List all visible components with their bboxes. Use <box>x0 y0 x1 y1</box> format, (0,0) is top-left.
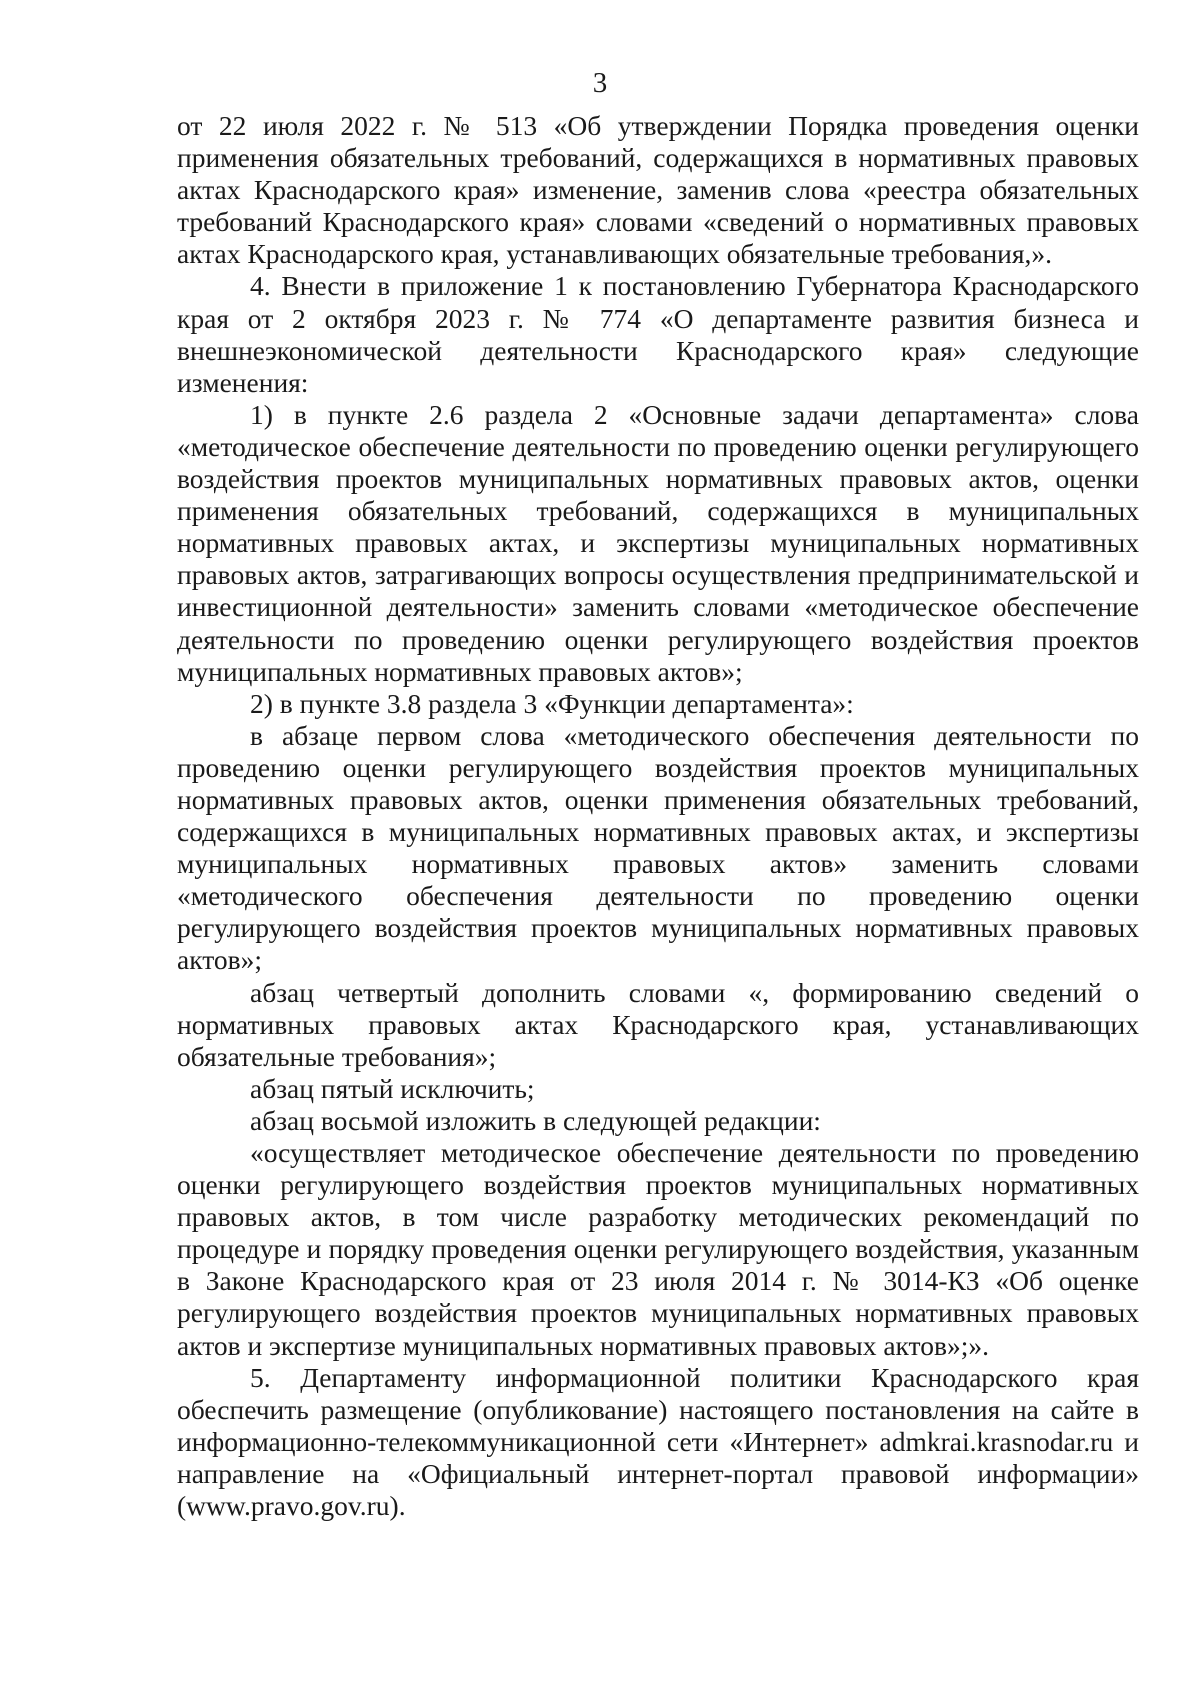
paragraph-fourth-abzac: абзац четвертый дополнить словами «, формированию сведений о нормативных правовых актах Краснодарского края, устанавливающих обязательные требования»; <box>177 976 1139 1072</box>
paragraph-subitem-2: 2) в пункте 3.8 раздела 3 «Функции департамента»: <box>250 687 854 719</box>
paragraph-eighth-abzac-text: «осуществляет методическое обеспечение деятельности по проведению оценки регулирующего воздействия проектов муниципальных нормативных правовых актов, в том числе разработку методических рекомендаций по процедуре и порядку проведения оценки регулирующего воздействия, указанным в Законе Краснодарского края от 23 июля 2014 г. № 3014-КЗ «Об оценке регулирующего воздействия проектов муниципальных нормативных правовых актов и экспертизе муниципальных нормативных правовых актов»;». <box>177 1137 1139 1361</box>
paragraph-subitem-1: 1) в пункте 2.6 раздела 2 «Основные задачи департамента» слова «методическое обеспечение деятельности по проведению оценки регулирующего воздействия проектов муниципальных нормативных правовых актов, оценки применения обязательных требований, содержащихся в муниципальных нормативных правовых актах, и экспертизы муниципальных нормативных правовых актов, затрагивающих вопросы осуществления предпринимательской и инвестиционной деятельности» заменить словами «методическое обеспечение деятельности по проведению оценки регулирующего воздействия проектов муниципальных нормативных правовых актов»; <box>177 398 1139 687</box>
paragraph-item-4: 4. Внести в приложение 1 к постановлению Губернатора Краснодарского края от 2 октября 2023 г. № 774 «О департаменте развития бизнеса и внешнеэкономической деятельности Краснодарского края» следующие изменения: <box>177 270 1139 398</box>
paragraph-fifth-abzac: абзац пятый исключить; <box>250 1072 535 1104</box>
paragraph-item-5: 5. Департаменту информационной политики Краснодарского края обеспечить размещение (опубликование) настоящего постановления на сайте в информационно-телекоммуникационной сети «Интернет» admkrai.krasnodar.ru и направление на «Официальный интернет-портал правовой информации» (www.pravo.gov.ru). <box>177 1361 1139 1522</box>
document-body <box>177 110 1139 1522</box>
paragraph-continuation: от 22 июля 2022 г. № 513 «Об утверждении Порядка проведения оценки применения обязательных требований, содержащихся в нормативных правовых актах Краснодарского края» изменение, заменив слова «реестра обязательных требований Краснодарского края» словами «сведений о нормативных правовых актах Краснодарского края, устанавливающих обязательные требования,». <box>177 110 1139 270</box>
page-number: 3 <box>592 67 608 99</box>
paragraph-first-abzac: в абзаце первом слова «методического обеспечения деятельности по проведению оценки регулирующего воздействия проектов муниципальных нормативных правовых актов, оценки применения обязательных требований, содержащихся в муниципальных нормативных правовых актах, и экспертизы муниципальных нормативных правовых актов» заменить словами «методического обеспечения деятельности по проведению оценки регулирующего воздействия проектов муниципальных нормативных правовых актов»; <box>177 719 1139 976</box>
paragraph-eighth-abzac: абзац восьмой изложить в следующей редакции: <box>250 1104 821 1136</box>
